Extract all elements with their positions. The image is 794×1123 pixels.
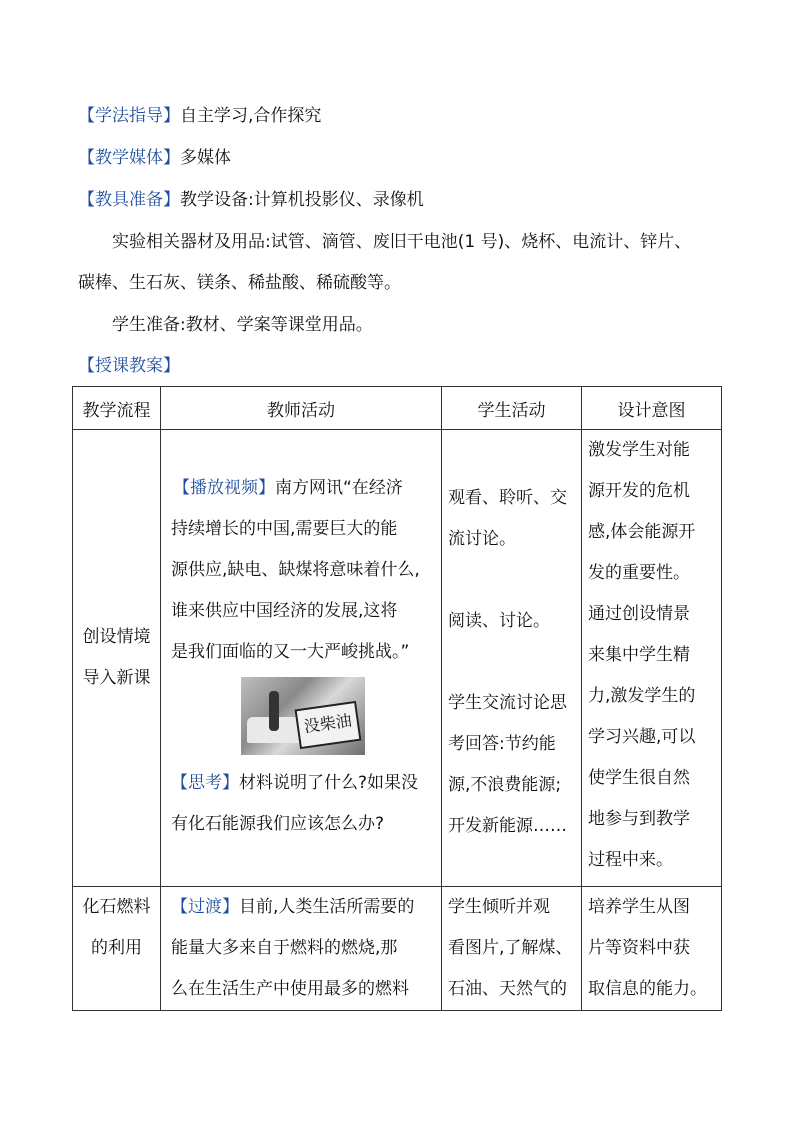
student-line (448, 560, 575, 601)
intent-line: 片等资料中获 (588, 938, 690, 958)
intent-line: 过程中来。 (588, 850, 673, 870)
student-line: 开发新能源…… (448, 816, 567, 836)
student-line: 学生交流讨论思 (448, 693, 567, 713)
plan-tag: 【授课教案】 (78, 356, 180, 376)
teacher-line: 是我们面临的又一大严峻挑战。” (171, 642, 410, 662)
student-line: 看图片,了解煤、 (448, 938, 573, 958)
teacher-line: 么在生活生产中使用最多的燃料 (171, 979, 409, 999)
teacher-line (171, 468, 435, 509)
student-line: 石油、天然气的 (448, 979, 567, 999)
student-line: 观看、聆听、交 (448, 488, 567, 508)
intent-line: 激发学生对能 (588, 440, 690, 460)
teacher-line: 能量大多来自于燃料的燃烧,那 (171, 938, 398, 958)
intent-line: 通过创设情景 (588, 604, 690, 624)
video-tag: 【播放视频】 (173, 478, 275, 498)
lesson-plan-table (72, 386, 722, 1011)
student-line: 源,不浪费能源; (448, 775, 562, 795)
transition-text: 目前,人类生活所需要的 (239, 897, 415, 917)
header-process: 教学流程 (73, 387, 161, 430)
stage-line: 的利用 (91, 938, 142, 958)
media-text: 多媒体 (180, 148, 231, 168)
intent-line: 地参与到教学 (588, 809, 690, 829)
teacher-line: 持续增长的中国,需要巨大的能 (171, 519, 398, 539)
stage-line: 导入新课 (82, 668, 151, 688)
think-tag: 【思考】 (171, 773, 239, 793)
gas-station-photo (241, 677, 365, 755)
header-intent: 设计意图 (582, 387, 722, 430)
stage-cell (73, 430, 161, 887)
table-header-row (73, 387, 722, 430)
students-prep-line: 学生准备:教材、学案等课堂用品。 (112, 315, 373, 335)
video-text: 南方网讯“在经济 (275, 478, 403, 498)
materials-line-1: 实验相关器材及用品:试管、滴管、废旧干电池(1 号)、烧杯、电流计、锌片、 (112, 232, 692, 252)
photo-sign: 没柴油 (295, 701, 362, 749)
stage-line: 创设情境 (82, 627, 151, 647)
student-line: 考回答:节约能 (448, 734, 556, 754)
student-line: 流讨论。 (448, 529, 516, 549)
header-teacher: 教师活动 (161, 387, 442, 430)
teacher-line: 有化石能源我们应该怎么办? (171, 814, 385, 834)
intent-cell (582, 430, 722, 887)
intent-line: 源开发的危机 (588, 481, 690, 501)
tools-tag: 【教具准备】 (78, 190, 180, 210)
intent-line: 使学生很自然 (588, 768, 690, 788)
table-row (73, 887, 722, 1011)
teacher-line: 谁来供应中国经济的发展,这将 (171, 601, 398, 621)
stage-line: 化石燃料 (82, 897, 151, 917)
method-tag: 【学法指导】 (78, 106, 180, 126)
intent-line: 培养学生从图 (588, 897, 690, 917)
method-text: 自主学习,合作探究 (180, 106, 322, 126)
intent-line: 发的重要性。 (588, 563, 690, 583)
student-line: 阅读、讨论。 (448, 611, 550, 631)
header-student: 学生活动 (442, 387, 582, 430)
person-shape (269, 691, 279, 731)
teacher-line (171, 763, 435, 804)
teacher-line (171, 887, 435, 928)
table-row (73, 430, 722, 887)
think-text: 材料说明了什么?如果没 (239, 773, 419, 793)
teacher-line: 源供应,缺电、缺煤将意味着什么, (171, 560, 420, 580)
transition-tag: 【过渡】 (171, 897, 239, 917)
student-cell (442, 887, 582, 1011)
method-line (78, 106, 321, 126)
teacher-cell (161, 430, 442, 887)
intent-line: 感,体会能源开 (588, 522, 696, 542)
teacher-cell (161, 887, 442, 1011)
intent-line: 力,激发学生的 (588, 686, 696, 706)
intent-line: 取信息的能力。 (588, 979, 707, 999)
media-line (78, 148, 231, 168)
intent-line: 来集中学生精 (588, 645, 690, 665)
student-line (448, 642, 575, 683)
media-tag: 【教学媒体】 (78, 148, 180, 168)
tools-text: 教学设备:计算机投影仪、录像机 (180, 190, 424, 210)
materials-line-2: 碳棒、生石灰、镁条、稀盐酸、稀硫酸等。 (78, 273, 401, 293)
tools-line (78, 190, 424, 210)
intent-line: 学习兴趣,可以 (588, 727, 696, 747)
stage-cell (73, 887, 161, 1011)
intent-cell (582, 887, 722, 1011)
student-line: 学生倾听并观 (448, 897, 550, 917)
student-cell (442, 430, 582, 887)
